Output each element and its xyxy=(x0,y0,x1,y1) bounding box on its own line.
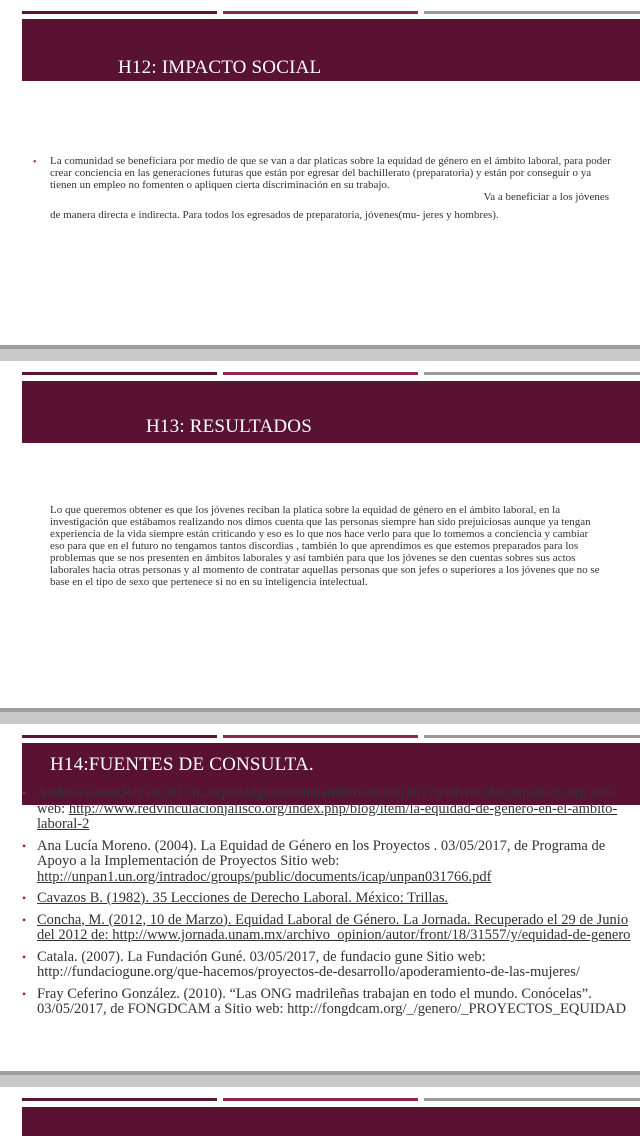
bullet-text xyxy=(50,155,615,203)
bar-dark xyxy=(22,1098,217,1101)
bullet-icon: • xyxy=(22,912,27,927)
bullet-right-text: Va a beneficiar a los jóvenes xyxy=(483,191,609,203)
reference-text: Fray Ceferino González. (2010). “Las ONG madrileñas trabajan en todo el mundo. Conócelas”. 03/05/2017, de FONGDCAM a Sitio web: http://fongdcam.org/_/genero/_PROYECTOS_EQUIDAD xyxy=(37,985,627,1017)
title-band xyxy=(22,381,640,443)
slide-next xyxy=(0,1087,640,1136)
bar-magenta xyxy=(223,735,418,738)
decorative-bars xyxy=(22,1098,640,1101)
slide-title: H12: IMPACTO SOCIAL xyxy=(118,57,322,78)
reference-item xyxy=(22,913,632,944)
bar-gray xyxy=(424,735,640,738)
slide-h13 xyxy=(0,361,640,708)
bar-dark xyxy=(22,372,217,375)
bullet-icon: • xyxy=(22,949,27,964)
reference-text: Ana Lucía Moreno. (2004). La Equidad de Género en los Proyectos . 03/05/2017, de Programa de Apoyo a la Implementación de Proyectos Sitio web: xyxy=(37,837,606,869)
bullet-icon: • xyxy=(22,986,27,1001)
title-band xyxy=(22,1107,640,1136)
reference-text: Catala. (2007). La Fundación Guné. 03/05/2017, de fundacio gune Sitio web: http://fundaciogune.org/que-hacemos/proyectos-de-desarrollo/apoderamiento-de-las-mujeres/ xyxy=(37,948,580,980)
reference-link[interactable]: http://unpan1.un.org/intradoc/groups/public/documents/icap/unpan031766.pdf xyxy=(37,868,492,885)
bar-gray xyxy=(424,372,640,375)
slide-title: H13: RESULTADOS xyxy=(146,416,312,437)
results-paragraph: Lo que queremos obtener es que los jóvenes reciban la platica sobre la equidad de género en el ámbito laboral, en la investigación que estábamos realizando nos dimos cuenta que las personas siempre han sido prejuiciosas aunque ya tengan experiencia de la vida siempre están criticando y eso es lo que nos hace verlo para que lo tomemos a conciencia y cambiar eso para que en el futuro no tengamos tantos discordias , también lo que aprendimos es que estemos preparados para los problemas que se nos presenten en ámbitos laborales y así también para que los jóvenes se den cuentas sobres sus actos laborales hacia otras personas y al momento de contratar aquellas personas que son jefes o superiores a los jóvenes que no se base en el tipo de sexo que pertenece si no en su inteligencia intelectual. xyxy=(50,504,600,588)
reference-text: Cavazos B. (1982). 35 Lecciones de Derecho Laboral. México: Trillas. xyxy=(37,890,449,906)
reference-item xyxy=(22,891,632,907)
bar-gray xyxy=(424,11,640,14)
bar-dark xyxy=(22,11,217,14)
bullet-icon: • xyxy=(33,157,37,168)
bar-gray xyxy=(424,1098,640,1101)
decorative-bars xyxy=(22,735,640,738)
reference-item xyxy=(22,950,632,981)
slide-h14 xyxy=(0,724,640,1071)
references-list xyxy=(22,786,632,1024)
decorative-bars xyxy=(22,372,640,375)
reference-text: AndreaGomezReyes(2015)Laequidadgeneroenelambitolaboral(2017)redvinculacionjalisco.org sitio web: xyxy=(37,785,615,817)
reference-item xyxy=(22,839,632,886)
reference-item xyxy=(22,786,632,833)
bullet-icon: • xyxy=(22,838,27,853)
slide-separator xyxy=(0,345,640,349)
slide-title: H14:FUENTES DE CONSULTA. xyxy=(50,754,314,775)
bullet-tail-text: de manera directa e indirecta. Para todos los egresados de preparatoria, jóvenes(mu- jeres y hombres). xyxy=(50,209,499,221)
bar-magenta xyxy=(223,1098,418,1101)
slide-separator xyxy=(0,1071,640,1075)
bullet-icon: • xyxy=(22,786,27,800)
reference-text[interactable]: Concha, M. (2012, 10 de Marzo). Equidad Laboral de Género. La Jornada. Recuperado el 29 de Junio del 2012 de: http://www.jornada.unam.mx/archivo_opinion/autor/front/18/31557/y/equidad-de-genero xyxy=(37,911,631,943)
reference-item xyxy=(22,987,632,1018)
reference-link[interactable]: http://www.redvinculacionjalisco.org/index.php/blog/item/la-equidad-de-genero-en-el-ambito-laboral-2 xyxy=(37,800,618,832)
bar-magenta xyxy=(223,11,418,14)
bar-dark xyxy=(22,735,217,738)
decorative-bars xyxy=(22,11,640,14)
bullet-icon: • xyxy=(22,891,27,905)
bullet-main-text: La comunidad se beneficiara por medio de que se van a dar platicas sobre la equidad de género en el ámbito laboral, para poder crear conciencia en las generaciones futuras que están por egresar del bachillerato (preparatoria) y están por conseguir o ya tienen un empleo no fomenten o apliquen cierta discriminación en su trabajo. xyxy=(50,155,611,191)
bar-magenta xyxy=(223,372,418,375)
title-band xyxy=(22,19,640,81)
slide-separator xyxy=(0,708,640,712)
slide-h12 xyxy=(0,0,640,345)
